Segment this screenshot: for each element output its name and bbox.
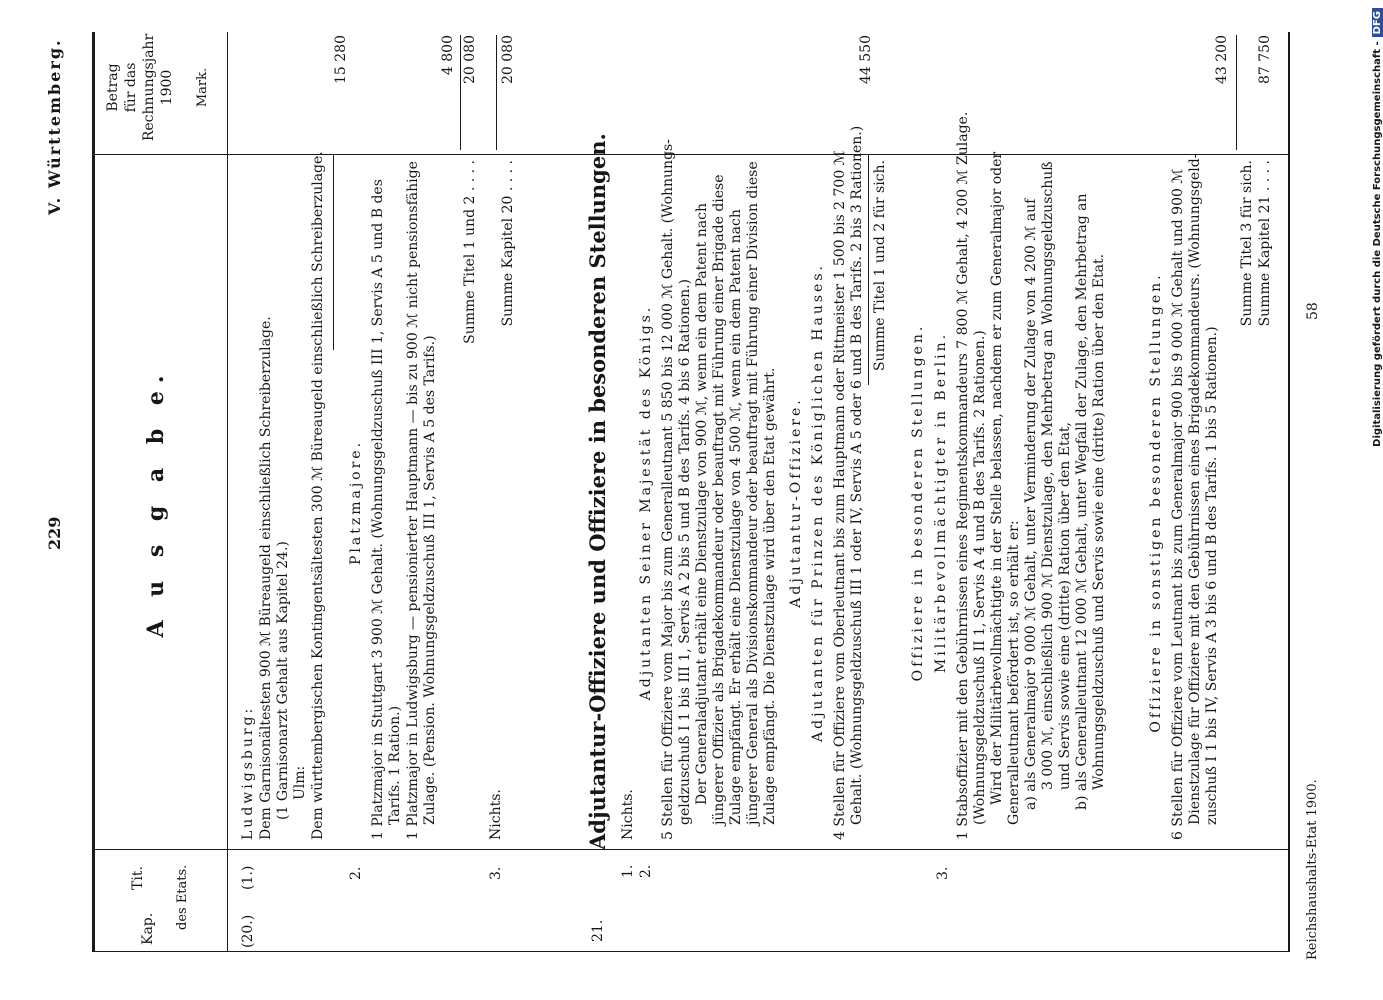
text-l4: Dem württembergischen Kontingentsältesten 300 ℳ Büreaugeld einschließlich Schreiberzulage. xyxy=(310,151,326,840)
amount-1: 15 280 xyxy=(333,35,349,84)
section-title: A u s g a b e. xyxy=(143,367,169,638)
header-tit: Tit. xyxy=(130,866,146,890)
bottom-page-number: 58 xyxy=(1305,302,1321,320)
platzmajore: Platzmajore. xyxy=(348,439,364,566)
summe-kapitel-20: Summe Kapitel 20 . . . . xyxy=(500,160,516,327)
nichts-20: Nichts. xyxy=(488,789,504,840)
header-des-etats: des Etats. xyxy=(175,864,190,930)
header-rule-top xyxy=(92,32,95,952)
tit-21-2: 2. xyxy=(638,864,654,878)
dfg-logo: DFG xyxy=(1372,8,1383,37)
header-unit: Mark. xyxy=(195,67,210,108)
amount-k21: 87 750 xyxy=(1257,35,1273,84)
adjutanten-prinzen: Adjutanten für Prinzen des Königlichen Hauses. xyxy=(810,263,826,742)
summe-titel-1-2: Summe Titel 1 und 2 . . . . xyxy=(462,160,478,344)
text-p2: 1 Platzmajor in Ludwigsburg — pensionierter Hauptmann — bis zu 900 ℳ nicht pensionsfähige xyxy=(405,161,421,840)
text-a2: geldzuschuß I 1 bis III 1, Servis A 2 bis 5 und B des Tarifs. 4 bis 6 Rationen.) xyxy=(677,279,693,825)
header-rechnungsjahr: Rechnungsjahr xyxy=(141,33,157,142)
adjutantur-offiziere: Adjutantur-Offiziere. xyxy=(788,397,804,608)
text-p1: 1 Platzmajor in Stuttgart 3 900 ℳ Gehalt. (Wohnungsgeldzuschuß III 1, Servis A 5 und B des xyxy=(370,179,386,840)
chapter-title: Adjutantur-Offiziere und Offiziere in besonderen Stellungen. xyxy=(585,133,610,850)
tit-1: (1.) xyxy=(240,865,256,890)
amount-2: 4 800 xyxy=(440,35,456,76)
rule-l4 xyxy=(333,155,334,350)
amount-k20: 20 080 xyxy=(500,35,516,84)
header-year: 1900 xyxy=(159,69,175,106)
tit-2: 2. xyxy=(348,866,364,880)
text-m1: 1 Stabsoffizier mit den Gebührnissen eines Regimentskommandeurs 7 800 ℳ Gehalt, 4 200 ℳ Zulage. xyxy=(955,111,971,840)
tit-21-3: 3. xyxy=(935,866,951,880)
text-a4: jüngerer Offizier als Brigadekommandeur oder beauftragt mit Führung einer Brigade diese xyxy=(711,174,727,825)
amount-sum-t12: 20 080 xyxy=(462,35,478,84)
text-p1b: Tarifs. 1 Ration.) xyxy=(387,705,403,825)
kap-21: 21. xyxy=(590,919,606,942)
rule-t3 xyxy=(1236,35,1237,150)
text-a7: Zulage empfängt. Die Dienstzulage wird über den Etat gewährt. xyxy=(762,367,778,825)
text-a1: 5 Stellen für Offiziere vom Major bis zum Generalleutnant 5 850 bis 12 000 ℳ Gehalt. (Wohnungs- xyxy=(660,139,676,840)
militaerbevollmaechtigter: Militärbevollmächtigter in Berlin. xyxy=(933,331,949,674)
text-p2b: Zulage. (Pension. Wohnungsgeldzuschuß III 1, Servis A 5 des Tarifs.) xyxy=(422,335,438,825)
text-s1: 6 Stellen für Offiziere vom Leutnant bis zum Generalmajor 900 bis 9 000 ℳ Gehalt und 900 ℳ xyxy=(1170,168,1186,840)
text-m6: 3 000 ℳ, einschließlich 900 ℳ Dienstzulage, den Mehrbetrag an Wohnungsgeldzuschuß xyxy=(1040,161,1056,790)
summe-titel-1-2-fuer-sich: Summe Titel 1 und 2 für sich. xyxy=(872,160,888,372)
text-a3: Der Generaladjutant erhält eine Dienstzulage von 900 ℳ, wenn ein dem Patent nach xyxy=(694,203,710,805)
table-rule-bottom xyxy=(1288,32,1290,952)
text-a6: jüngerer General als Divisionskommandeur oder beauftragt mit Führung einer Division diese xyxy=(745,161,761,825)
amount-adjutanten: 44 550 xyxy=(858,35,874,84)
text-m5: a) als Generalmajor 9 000 ℳ Gehalt, unter Verminderung der Zulage von 4 200 ℳ auf xyxy=(1023,198,1039,810)
rule-b2 xyxy=(868,155,869,385)
text-m7: und Servis sowie eine (dritte) Ration über den Etat, xyxy=(1057,422,1073,790)
col-betrag xyxy=(92,154,1288,155)
col-left xyxy=(92,951,1288,952)
amount-titel-3: 43 200 xyxy=(1214,35,1230,84)
text-l2: (1 Garnisonarzt Gehalt aus Kapitel 24.) xyxy=(275,541,291,820)
summe-titel-3: Summe Titel 3 für sich. xyxy=(1239,160,1255,327)
page-number: 229 xyxy=(45,516,64,550)
side-credit-text: Digitalisierung gefördert durch die Deutsche Forschungsgemeinschaft - xyxy=(1372,41,1383,447)
text-l1: Dem Garnisonältesten 900 ℳ Büreaugeld einschließlich Schreiberzulage. xyxy=(258,316,274,840)
header-kap: Kap. xyxy=(140,912,156,945)
text-b2: Gehalt. (Wohnungsgeldzuschuß III 1 oder IV, Servis A 5 oder 6 und B des Tarifs. 2 bis 3 Rationen.) xyxy=(849,125,865,825)
tit-21-1: 1. xyxy=(620,864,636,878)
header-fuer-das: für das xyxy=(123,62,139,113)
text-l3: Ulm: xyxy=(292,765,308,800)
header-rule-bottom xyxy=(227,32,228,952)
summe-kapitel-21: Summe Kapitel 21 . . . . xyxy=(1257,160,1273,327)
text-a5: Zulage empfängt. Er erhält eine Dienstzulage von 4 500 ℳ, wenn ein dem Patent nach xyxy=(728,209,744,825)
header-betrag: Betrag xyxy=(105,63,121,112)
text-s2: Dienstzulage für Offiziere mit den Gebührnissen eines Brigadekommandeurs. (Wohnungsgeld- xyxy=(1187,153,1203,825)
text-s3: zuschuß I 1 bis IV, Servis A 3 bis 6 und B des Tarifs. 1 bis 5 Rationen.) xyxy=(1204,326,1220,825)
tit-3: 3. xyxy=(488,866,504,880)
text-m2: (Wohnungsgeldzuschuß II 1, Servis A 4 und B des Tarifs. 2 Rationen.) xyxy=(972,330,988,825)
offiziere-besonderen: Offiziere in besonderen Stellungen. xyxy=(910,323,926,682)
offiziere-sonstigen: Offiziere in sonstigen besonderen Stellungen. xyxy=(1148,272,1164,733)
text-m3: Wird der Militärbevollmächtigte in der Stelle belassen, nachdem er zum Generalmajor oder xyxy=(989,151,1005,805)
state-title: V. Württemberg. xyxy=(45,38,64,215)
text-b1: 4 Stellen für Offiziere vom Oberleutnant bis zum Hauptmann oder Rittmeister 1 500 bis 2 700 ℳ xyxy=(832,150,848,840)
nichts-21: Nichts. xyxy=(620,789,636,840)
rule-k20 xyxy=(496,35,497,150)
text-m4: Generalleutnant befördert ist, so erhält er: xyxy=(1006,520,1022,825)
adjutanten-koenig: Adjutanten Seiner Majestät des Königs. xyxy=(638,304,654,701)
text-m9: Wohnungsgeldzuschuß und Servis sowie eine (dritte) Ration über den Etat. xyxy=(1091,253,1107,790)
footer-source: Reichshaushalts-Etat 1900. xyxy=(1305,779,1320,960)
text-m8: b) als Generalleutnant 12 000 ℳ Gehalt, unter Wegfall der Zulage, den Mehrbetrag an xyxy=(1074,193,1090,810)
side-credit-strip xyxy=(1372,8,1382,992)
ludwigsburg: Ludwigsburg: xyxy=(240,705,256,840)
kap-20: (20.) xyxy=(240,914,256,948)
rule-sum-t12 xyxy=(460,35,461,150)
col-kaptit xyxy=(92,849,1288,850)
